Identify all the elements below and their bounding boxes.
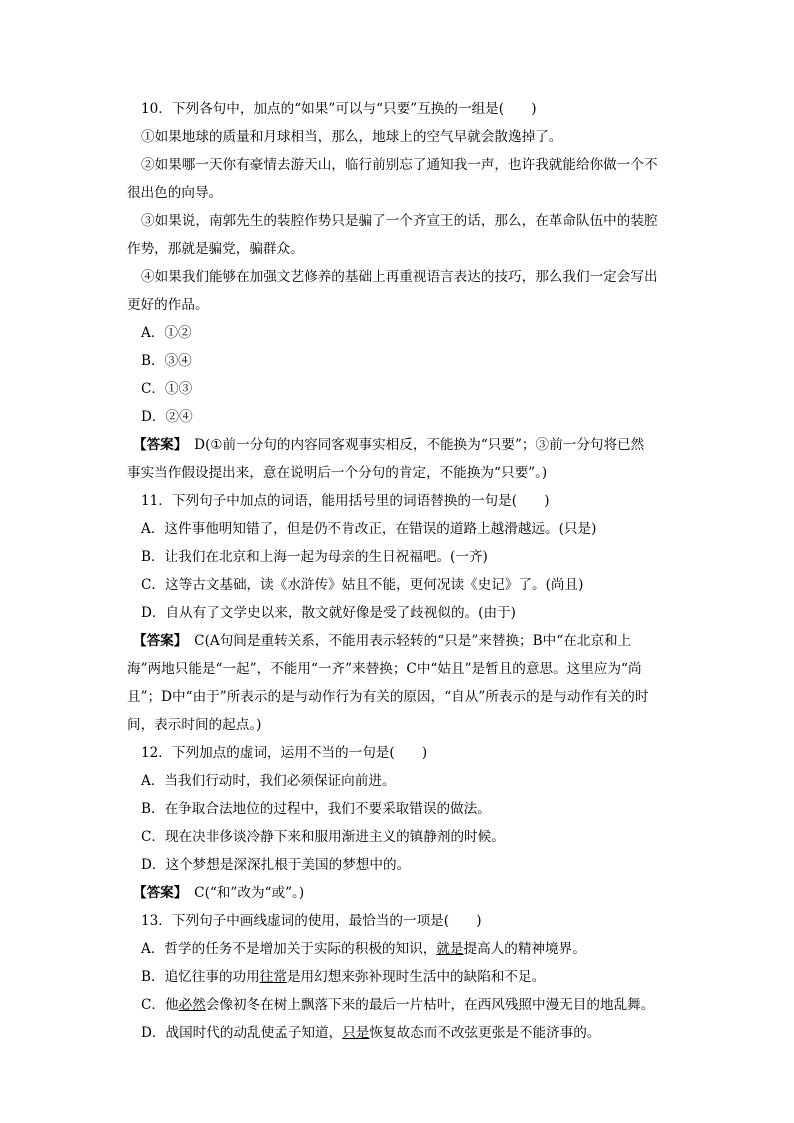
- q13-option-b: [141, 963, 661, 991]
- q11-option-a: A．这件事他明知错了，但是仍不肯改正，在错误的道路上越滑越远。(只是): [141, 521, 597, 537]
- q11-answer-cont-1: 海”两地只能是“一起”，不能用“一齐”来替换；C中“姑且”是暂且的意思。这里应为“尚: [127, 661, 642, 677]
- q13-option-d-underlined: 只是: [342, 1025, 370, 1041]
- q10-option-c: C．①③: [141, 381, 193, 397]
- q13-option-d: [141, 1019, 661, 1047]
- q12-option-b: B．在争取合法地位的过程中，我们不要采取错误的做法。: [141, 801, 491, 817]
- q10-sentence-1: ①如果地球的质量和月球相当，那么，地球上的空气早就会散逸掉了。: [141, 129, 563, 145]
- q13-option-c-text-end: 会像初冬在树上飘落下来的最后一片枯叶，在西风残照中漫无目的地乱舞。: [205, 997, 655, 1013]
- q10-sentence-3: ③如果说，南郭先生的装腔作势只是骗了一个齐宣王的话，那么，在革命队伍中的装腔: [141, 213, 658, 229]
- q10-sentence-3-cont: 作势，那就是骗党，骗群众。: [127, 241, 304, 257]
- q13-option-a: [141, 935, 661, 963]
- q13-option-b-underlined: 往常: [259, 969, 287, 985]
- answer-tag: 【答案】: [133, 885, 181, 901]
- q12-option-c: C．现在决非侈谈冷静下来和服用渐进主义的镇静剂的时候。: [141, 829, 505, 845]
- q11-answer-cont-3: 间，表示时间的起点。): [127, 717, 262, 733]
- q13-option-a-text-end: 提高人的精神境界。: [463, 941, 586, 957]
- q11-answer-text: C(A句间是重转关系，不能用表示轻转的“只是”来替换；B中“在北京和上: [180, 633, 632, 649]
- q12-option-a: A．当我们行动时，我们必须保证向前进。: [141, 773, 396, 789]
- q11-answer-cont-2: 且”；D中“由于”所表示的是与动作行为有关的原因，“自从”所表示的是与动作有关的时: [127, 689, 649, 705]
- q10-sentence-4-cont: 更好的作品。: [127, 297, 209, 313]
- q12-option-d: D．这个梦想是深深扎根于美国的梦想中的。: [141, 857, 411, 873]
- q10-sentence-2-cont: 很出色的向导。: [127, 185, 223, 201]
- q10-option-a: A．①②: [141, 325, 192, 341]
- q11-answer: [133, 627, 661, 655]
- document-page: [127, 95, 661, 1047]
- q13-option-d-text-end: 恢复故态而不改弦更张是不能济事的。: [369, 1025, 601, 1041]
- q13-option-a-underlined: 就是: [436, 941, 464, 957]
- q10-stem: 10．下列各句中，加点的“如果”可以与“只要”互换的一组是( ): [141, 101, 537, 117]
- q13-stem: 13．下列句子中画线虚词的使用，最恰当的一项是( ): [141, 913, 482, 929]
- answer-tag: 【答案】: [133, 633, 181, 649]
- q13-option-a-text: A．哲学的任务不是增加关于实际的积极的知识，: [141, 941, 437, 957]
- q13-option-c: [141, 991, 661, 1019]
- q11-option-b: B．让我们在北京和上海一起为母亲的生日祝福吧。(一齐): [141, 549, 488, 565]
- q10-answer: [133, 431, 661, 459]
- q13-option-d-text: D．战国时代的动乱使孟子知道，: [141, 1025, 343, 1041]
- q10-option-d: D．②④: [141, 409, 193, 425]
- q12-answer: [133, 879, 661, 907]
- answer-tag: 【答案】: [133, 437, 181, 453]
- q11-option-c: C．这等古文基础，读《水浒传》姑且不能，更何况读《史记》了。(尚且): [141, 577, 584, 593]
- q12-answer-text: C(“和”改为“或”。): [180, 885, 305, 901]
- q10-answer-cont: 事实当作假设提出来，意在说明后一个分句的肯定，不能换为“只要”。): [127, 465, 548, 481]
- q13-option-c-text: C．他: [141, 997, 179, 1013]
- q10-sentence-4: ④如果我们能够在加强文艺修养的基础上再重视语言表达的技巧，那么我们一定会写出: [141, 269, 658, 285]
- q13-option-b-text: B．追忆往事的功用: [141, 969, 260, 985]
- q10-answer-text: D(①前一分句的内容同客观事实相反，不能换为“只要”；③前一分句将已然: [180, 437, 645, 453]
- q13-option-b-text-end: 是用幻想来弥补现时生活中的缺陷和不足。: [286, 969, 546, 985]
- q10-option-b: B．③④: [141, 353, 192, 369]
- q13-option-c-underlined: 必然: [178, 997, 206, 1013]
- q11-stem: 11．下列句子中加点的词语，能用括号里的词语替换的一句是( ): [141, 493, 550, 509]
- q12-stem: 12．下列加点的虚词，运用不当的一句是( ): [141, 745, 428, 761]
- q10-sentence-2: ②如果哪一天你有豪情去游天山，临行前别忘了通知我一声，也许我就能给你做一个不: [141, 157, 658, 173]
- q11-option-d: D．自从有了文学史以来，散文就好像是受了歧视似的。(由于): [141, 605, 516, 621]
